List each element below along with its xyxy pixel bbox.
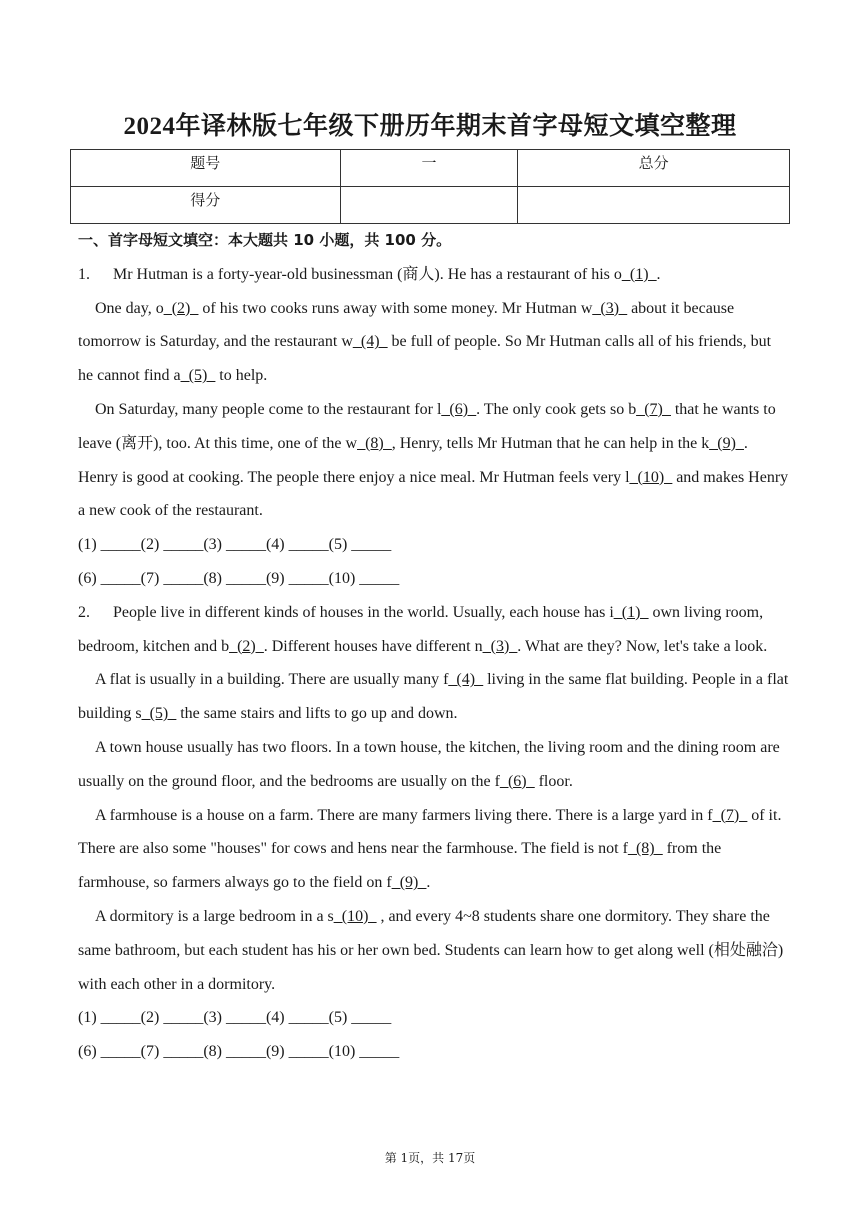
- q2-text: . What are they? Now, let's take a look.: [517, 637, 768, 655]
- score-table-score-row: [71, 187, 790, 224]
- q1-text: One day, o: [95, 299, 164, 317]
- q2-blank-9[interactable]: _(9)_: [391, 874, 427, 892]
- q2-paragraph-4: [78, 799, 790, 900]
- q2-text: the same stairs and lifts to go up and down.: [176, 705, 458, 723]
- q1-blank-10[interactable]: _(10)_: [629, 468, 673, 486]
- q2-blank-8[interactable]: _(8)_: [627, 840, 663, 858]
- q1-text: of his two cooks runs away with some money. Mr Hutman w: [198, 299, 593, 317]
- q2-answer-line-2[interactable]: (6) _____(7) _____(8) _____(9) _____(10) _____: [78, 1043, 400, 1061]
- q1-blank-2[interactable]: _(2)_: [163, 299, 199, 317]
- q2-number: 2.: [78, 603, 90, 621]
- score-table-header-row: [71, 150, 790, 187]
- q1-blank-8[interactable]: _(8)_: [357, 434, 392, 452]
- q1-number: 1.: [78, 265, 90, 283]
- page-footer: 第 1页，共 17页: [384, 1151, 476, 1165]
- q1-text: and makes Henry a new cook of the restaurant.: [78, 468, 789, 520]
- q1-text: that he wants to leave (离开), too. At this time, one of the w: [78, 400, 776, 452]
- q1-paragraph-2: [78, 292, 790, 393]
- q1-blank-9[interactable]: _(9)_: [709, 434, 744, 452]
- q1-text: to help.: [215, 367, 268, 385]
- q1-blank-1[interactable]: _(1)_: [621, 265, 657, 283]
- q2-text: A flat is usually in a building. There are usually many f: [95, 671, 449, 689]
- q2-blank-2[interactable]: _(2)_: [229, 637, 264, 655]
- document-content: [78, 224, 790, 1069]
- q2-answer-line-1[interactable]: (1) _____(2) _____(3) _____(4) _____(5) _____: [78, 1009, 392, 1027]
- q1-text: Mr Hutman is a forty-year-old businessman (商人). He has a restaurant of his o: [113, 265, 622, 283]
- score-cell-total: [518, 187, 790, 224]
- q1-paragraph-3: [78, 393, 790, 528]
- q1-answer-line-2[interactable]: (6) _____(7) _____(8) _____(9) _____(10) _____: [78, 569, 400, 587]
- score-cell-section-one: [340, 187, 518, 224]
- q2-text: .: [426, 874, 431, 892]
- q2-text: , and every 4~8 students share one dormitory. They share the same bathroom, but each student has his or her own bed. Students can learn how to get along well (相处融洽) with each other in a dormitory.: [78, 907, 784, 993]
- header-question-number: 题号: [71, 150, 341, 187]
- document-title: 2024年译林版七年级下册历年期末首字母短文填空整理: [123, 113, 737, 140]
- q2-blank-4[interactable]: _(4)_: [448, 671, 484, 689]
- q2-text: floor.: [534, 772, 573, 790]
- q2-paragraph-3: [78, 731, 790, 799]
- header-total: 总分: [518, 150, 790, 187]
- q1-blank-7[interactable]: _(7)_: [636, 400, 671, 418]
- q2-blank-7[interactable]: _(7)_: [712, 806, 748, 824]
- section-heading: 一、首字母短文填空：本大题共 10 小题，共 100 分。: [78, 231, 452, 249]
- q2-text: People live in different kinds of houses in the world. Usually, each house has i: [113, 603, 614, 621]
- q2-paragraph-5: [78, 900, 790, 1001]
- q1-text: . Henry is good at cooking. The people there enjoy a nice meal. Mr Hutman feels very l: [78, 434, 748, 486]
- q1-text: On Saturday, many people come to the restaurant for l: [95, 400, 442, 418]
- q2-text: from the farmhouse, so farmers always go to the field on f: [78, 840, 722, 892]
- q2-blank-6[interactable]: _(6)_: [499, 772, 535, 790]
- q2-blank-10[interactable]: _(10)_: [333, 907, 377, 925]
- q2-blank-5[interactable]: _(5)_: [141, 705, 177, 723]
- q2-text: A farmhouse is a house on a farm. There are many farmers living there. There is a large yard in f: [95, 806, 713, 824]
- row-label-score: 得分: [71, 187, 341, 224]
- q1-blank-3[interactable]: _(3)_: [592, 299, 628, 317]
- q1-text: be full of people. So Mr Hutman calls all of his friends, but he cannot find a: [78, 333, 772, 385]
- q1-text: . The only cook gets so b: [476, 400, 637, 418]
- score-table: [70, 149, 790, 224]
- q2-text: of it. There are also some "houses" for cows and hens near the farmhouse. The field is not f: [78, 806, 782, 858]
- q1-text: , Henry, tells Mr Hutman that he can help in the k: [391, 434, 710, 452]
- q1-text: about it because tomorrow is Saturday, and the restaurant w: [78, 299, 735, 351]
- q1-blank-6[interactable]: _(6)_: [441, 400, 477, 418]
- q2-blank-3[interactable]: _(3)_: [482, 637, 518, 655]
- header-section-one: 一: [340, 150, 518, 187]
- q2-text: own living room, bedroom, kitchen and b: [78, 603, 764, 655]
- q2-blank-1[interactable]: _(1)_: [613, 603, 649, 621]
- q1-paragraph-1: [78, 258, 790, 292]
- q1-blank-5[interactable]: _(5)_: [180, 367, 216, 385]
- q2-text: living in the same flat building. People in a flat building s: [78, 671, 789, 723]
- q1-text: .: [656, 265, 661, 283]
- q2-paragraph-1: [78, 596, 790, 664]
- q2-paragraph-2: [78, 663, 790, 731]
- q2-text: A town house usually has two floors. In a town house, the kitchen, the living room and the dining room are usually on the ground floor, and the bedrooms are usually on the f: [78, 738, 780, 790]
- q2-text: A dormitory is a large bedroom in a s: [95, 907, 334, 925]
- q2-text: . Different houses have different n: [263, 637, 483, 655]
- q1-answer-line-1[interactable]: (1) _____(2) _____(3) _____(4) _____(5) _____: [78, 536, 392, 554]
- q1-blank-4[interactable]: _(4)_: [352, 333, 388, 351]
